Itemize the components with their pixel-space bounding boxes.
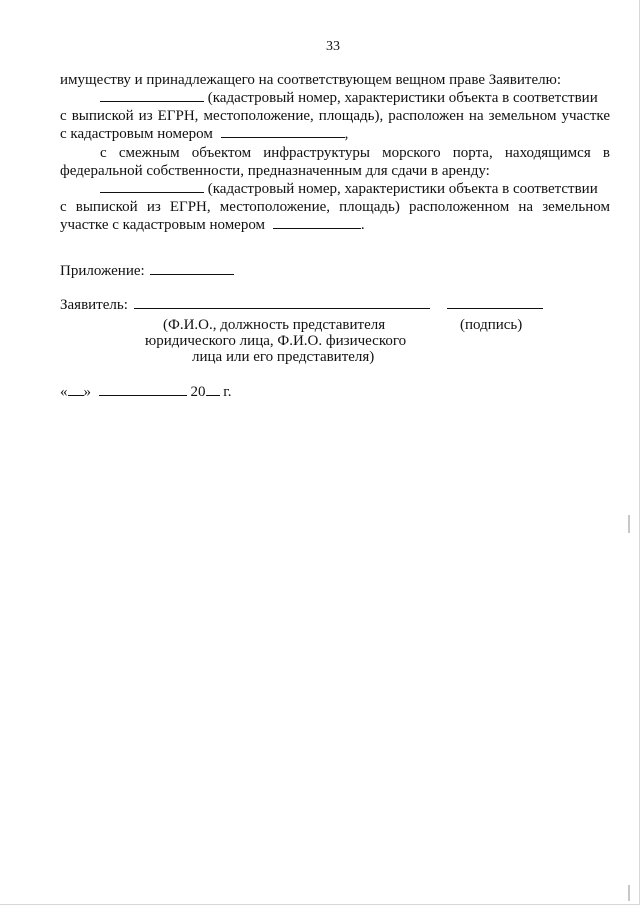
caption-fio-line2: юридического лица, Ф.И.О. физического [145,333,407,349]
paragraph1-line3: с выпиской из ЕГРН, местоположение, площадь), расположен на земельном участке [60,108,610,124]
attachment-line [60,262,234,280]
blank-field [221,125,345,138]
applicant-signature-field [447,296,543,309]
scan-mark [628,515,630,533]
paragraph1-line4 [60,125,348,143]
applicant-name-field [134,296,430,309]
page-number: 33 [326,39,340,54]
close-quote: » [83,384,91,400]
blank-field [273,216,361,229]
day-field [68,383,84,396]
paragraph2-line5 [60,216,365,234]
caption-fio-line3: лица или его представителя) [192,349,375,365]
attachment-field [150,262,234,275]
paragraph1-line2-text: (кадастровый номер, характеристики объекта в соответствии [207,90,598,106]
paragraph2-line4: с выпиской из ЕГРН, местоположение, площадь) расположенном на земельном [60,199,610,215]
cadastral-number-label: с кадастровым номером [60,126,213,142]
open-quote: « [60,384,68,400]
punctuation: . [360,217,365,233]
year-century: 20 [190,384,206,400]
attachment-label: Приложение: [60,263,145,279]
cadastral-number-label: участке с кадастровым номером [60,217,266,233]
date-line [60,383,231,401]
year-suffix: г. [223,384,232,400]
blank-field [100,180,204,193]
applicant-line [60,296,543,314]
paragraph1-line1: имуществу и принадлежащего на соответствующем вещном праве Заявителю: [60,72,561,88]
paragraph2-line1: с смежным объектом инфраструктуры морского порта, находящимся в [100,145,610,161]
punctuation: , [344,126,349,142]
scan-mark [628,885,630,901]
blank-field [100,89,204,102]
paragraph2-line2: федеральной собственности, предназначенным для сдачи в аренду: [60,163,490,179]
caption-signature: (подпись) [460,317,523,333]
paragraph2-line3-text: (кадастровый номер, характеристики объекта в соответствии [207,181,598,197]
paragraph1-line2 [100,89,598,107]
paragraph2-line3 [100,180,598,198]
applicant-label: Заявитель: [60,297,128,313]
year-field [206,383,220,396]
month-field [99,383,187,396]
caption-fio-line1: (Ф.И.О., должность представителя [163,317,386,333]
